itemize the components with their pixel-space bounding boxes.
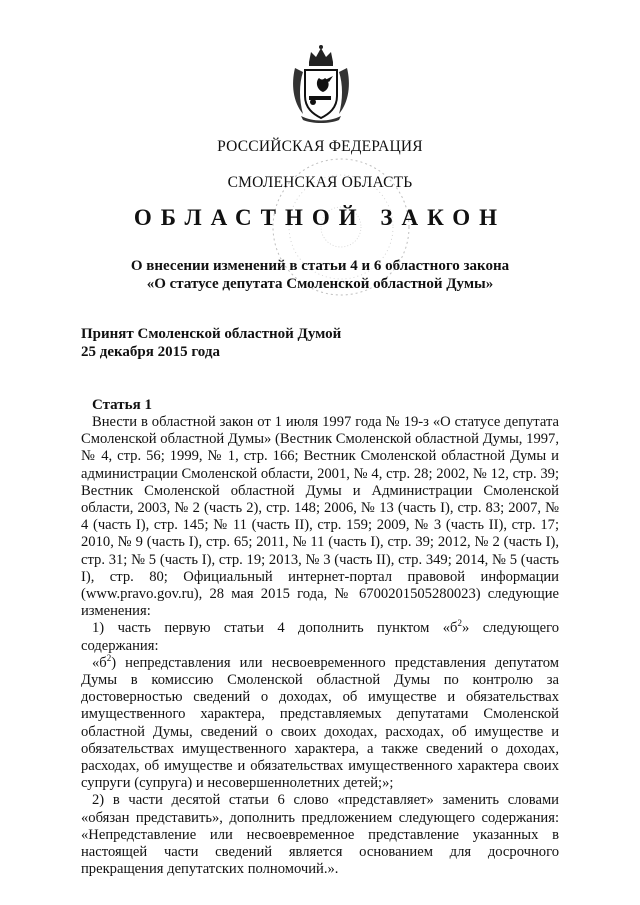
amendment-item-1 <box>81 620 559 654</box>
document-type: ОБЛАСТНОЙ ЗАКОН <box>133 205 507 230</box>
adoption-date: 25 декабря 2015 года <box>81 344 220 360</box>
country-heading: РОССИЙСКАЯ ФЕДЕРАЦИЯ <box>217 138 423 155</box>
amendment-quote-text: ) непредставления или несвоевременного представления депутатом Думы в комиссию Смоленской областной Думы по контролю за достоверностью сведений о доходах, об имуществе и обязательствах имущественного характера, представляемых депутатами Смоленской областной Думы, сведений о своих доходах, расходах, об имуществе и обязательствах имущественного характера, а также сведений о доходах, расходах, об имуществе и обязательствах имущественного характера своих супруги (супруга) и несовершеннолетних детей;»; <box>81 654 559 792</box>
superscript: 2 <box>106 652 112 663</box>
adoption-info <box>81 325 341 361</box>
adoption-line: Принят Смоленской областной Думой <box>81 326 342 342</box>
law-title-line: О внесении изменений в статьи 4 и 6 областного закона <box>130 258 510 274</box>
law-title-line: «О статусе депутата Смоленской областной Думы» <box>146 276 494 292</box>
coat-of-arms-icon <box>289 44 353 124</box>
amendment-item-1-text: 1) часть первую статьи 4 дополнить пунктом «б <box>92 620 458 637</box>
amendment-quote-text: «б <box>92 654 107 671</box>
amendment-quote <box>81 652 559 793</box>
superscript: 2 <box>457 618 462 629</box>
amendment-item-2: 2) в части десятой статьи 6 слово «представляет» заменить словами «обязан представить», дополнить предложением следующего содержания: «Непредставление или несвоевременное представление указанных в настоящей части сведений является основанием для досрочного прекращения депутатских полномочий.». <box>81 792 559 878</box>
region-heading: СМОЛЕНСКАЯ ОБЛАСТЬ <box>227 174 413 191</box>
article-body <box>81 414 559 878</box>
article-heading: Статья 1 <box>92 397 152 413</box>
amendment-item-1-text: » следующего содержания: <box>81 620 559 654</box>
article-intro: Внести в областной закон от 1 июля 1997 года № 19-з «О статусе депутата Смоленской областной Думы» (Вестник Смоленской областной Думы, 1997, № 4, стр. 56; 1999, № 1, стр. 166; Вестник Смоленской областной Думы и администрации Смоленской области, 2001, № 4, стр. 28; 2002, № 12, стр. 39; Вестник Смоленской областной Думы и Администрации Смоленской области, 2003, № 2 (часть 2), стр. 148; 2006, № 13 (часть I), стр. 83; 2007, № 4 (часть I), стр. 145; № 11 (часть II), стр. 159; 2009, № 3 (часть II), стр. 17; 2010, № 9 (часть I), стр. 65; 2011, № 11 (часть I), стр. 39; 2012, № 2 (часть I), стр. 31; № 5 (часть I), стр. 19; 2013, № 3 (часть II), стр. 349; 2014, № 5 (часть I), стр. 80; Официальный интернет-портал правовой информации (www.pravo.gov.ru), 28 мая 2015 года, № 6700201505280023) следующие изменения: <box>81 414 559 620</box>
law-title <box>0 257 640 293</box>
